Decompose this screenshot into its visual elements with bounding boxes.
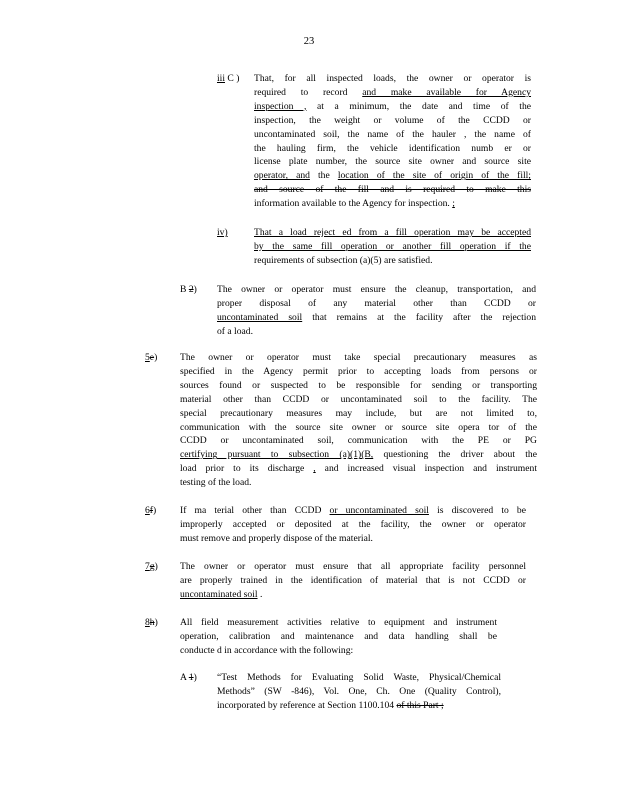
text-line: special precautionary measures may include, but are not limited to,: [180, 407, 537, 419]
item-text: [180, 504, 526, 546]
text-line: the hauling firm, the vehicle identification numb er or: [254, 142, 531, 154]
item-text: [180, 351, 537, 490]
text-line: Methods” (SW -846), Vol. One, Ch. One (Quality Control),: [217, 685, 501, 697]
item-text: [254, 226, 531, 268]
text-line: uncontaminated soil, the name of the hauler , the name of: [254, 128, 531, 140]
text-line: testing of the load.: [180, 477, 252, 489]
text-line: load prior to its discharge , and increased visual inspection and instrument: [180, 463, 537, 475]
text-line: operation, calibration and maintenance and data handling shall be: [180, 630, 497, 642]
text-line: communication with the source site owner or source site opera tor of the: [180, 421, 537, 433]
text-line: The owner or operator must ensure that all appropriate facility personnel: [180, 561, 526, 572]
text-line: must remove and properly dispose of the material.: [180, 532, 373, 544]
text-line: That, for all inspected loads, the owner or operator is: [254, 73, 531, 84]
text-line: sources found or suspected to be responsible for sending or transporting: [180, 379, 537, 391]
page-number: 23: [303, 36, 315, 47]
item-text: [217, 283, 536, 339]
text-line: inspection, the weight or volume of the CCDD or: [254, 114, 531, 126]
text-line: information available to the Agency for inspection. ;: [254, 198, 455, 210]
item-label: B 2): [180, 284, 197, 295]
text-line: “Test Methods for Evaluating Solid Waste, Physical/Chemical: [217, 672, 501, 683]
text-line: of a load.: [217, 325, 253, 337]
text-line: If ma terial other than CCDD or uncontaminated soil is discovered to be: [180, 505, 526, 516]
text-line: All field measurement activities relative to equipment and instrument: [180, 617, 497, 628]
item-label: 7g): [145, 561, 158, 572]
text-line: CCDD or uncontaminated soil, communication with the PE or PG: [180, 435, 537, 447]
item-text: [180, 560, 526, 602]
text-line: improperly accepted or deposited at the facility, the owner or operator: [180, 518, 526, 530]
item-label: 8h): [145, 617, 158, 628]
text-line: and source of the fill and is required to make this: [254, 184, 531, 196]
item-label: iv): [217, 227, 228, 238]
text-line: That a load reject ed from a fill operation may be accepted: [254, 227, 531, 238]
text-line: by the same fill operation or another fill operation if the: [254, 240, 531, 252]
text-line: inspection , at a minimum, the date and time of the: [254, 100, 532, 112]
text-line: certifying pursuant to subsection (a)(1)(B, questioning the driver about the: [180, 449, 537, 461]
text-line: uncontaminated soil .: [180, 588, 263, 600]
text-line: requirements of subsection (a)(5) are satisfied.: [254, 254, 433, 266]
text-line: incorporated by reference at Section 1100.104 of this Part ;: [217, 699, 444, 711]
item-text: [217, 671, 501, 713]
text-line: The owner or operator must ensure the cleanup, transportation, and: [217, 284, 536, 295]
text-line: uncontaminated soil that remains at the facility after the rejection: [217, 311, 536, 323]
text-line: required to record and make available for Agency: [254, 86, 532, 98]
text-line: license plate number, the source site owner and source site: [254, 156, 531, 168]
item-label: 5e): [145, 352, 158, 363]
text-line: are properly trained in the identification of material that is not CCDD or: [180, 574, 526, 586]
text-line: material other than CCDD or uncontaminated soil to the facility. The: [180, 393, 537, 405]
text-line: specified in the Agency permit prior to accepting loads from persons or: [180, 365, 537, 377]
text-line: operator, and the location of the site of origin of the fill;: [254, 170, 531, 182]
item-label: 6f): [145, 505, 157, 516]
text-line: conducte d in accordance with the following:: [180, 644, 354, 656]
item-text: [180, 616, 497, 658]
item-label: iii C ): [217, 73, 240, 84]
item-text: [254, 72, 531, 211]
item-label: A 1): [180, 672, 197, 683]
text-line: proper disposal of any material other than CCDD or: [217, 297, 536, 309]
text-line: The owner or operator must take special precautionary measures as: [180, 352, 537, 363]
